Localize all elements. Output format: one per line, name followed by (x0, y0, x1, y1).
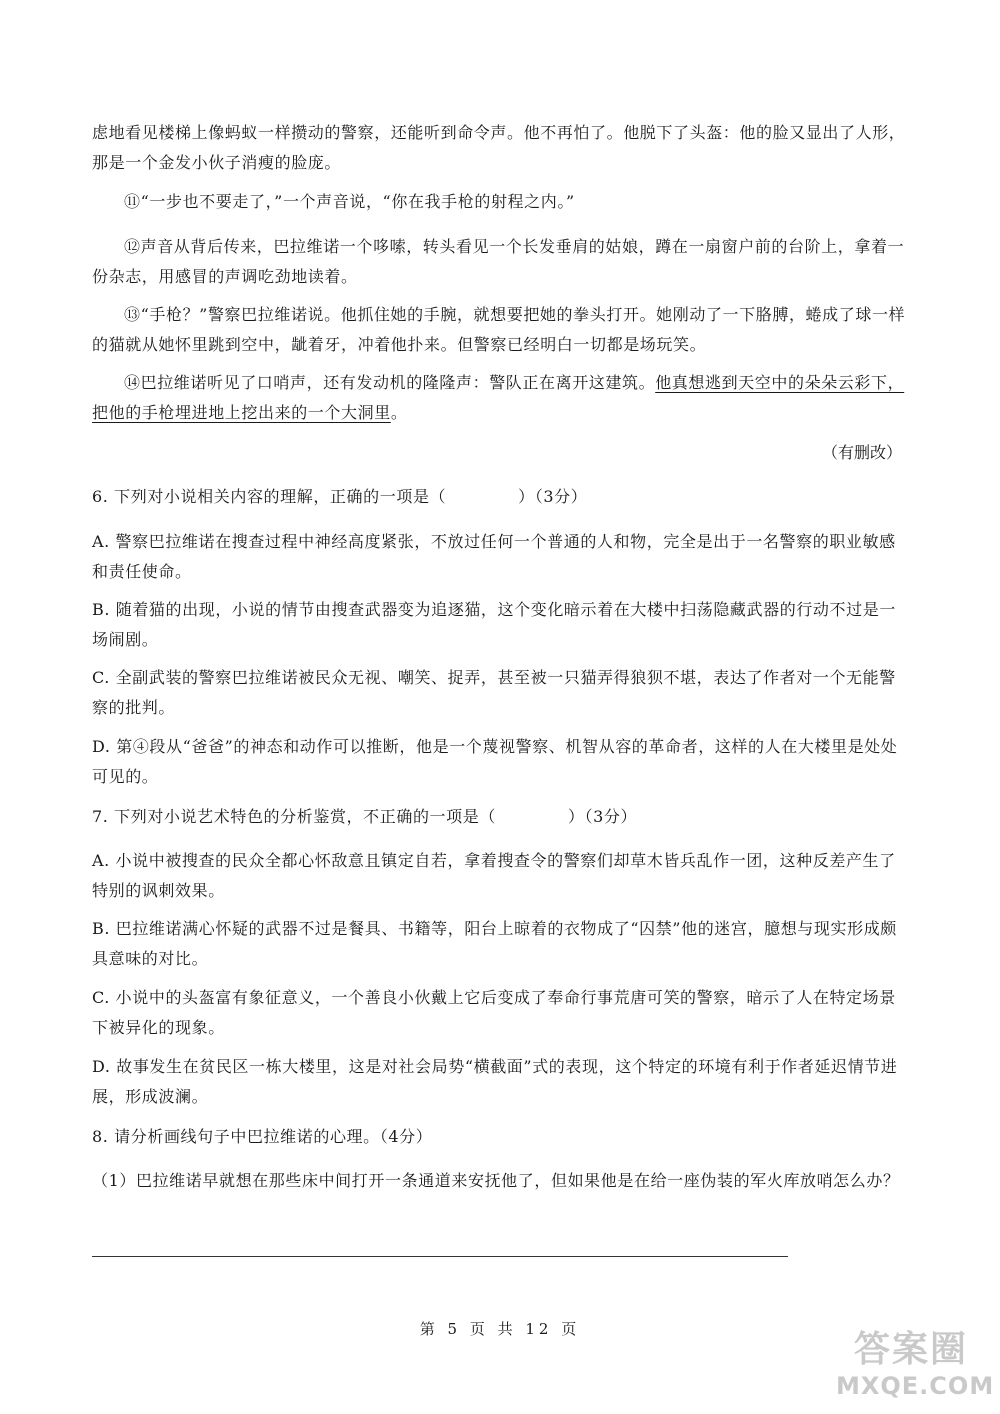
question-6-stem-text: 6. 下列对小说相关内容的理解，正确的一项是（ (92, 487, 447, 506)
passage-paragraph-10-tail: 虑地看见楼梯上像蚂蚁一样攒动的警察，还能听到命令声。他不再怕了。他脱下了头盔：他的脸又显出了人形，那是一个金发小伙子消瘦的脸庞。 (92, 123, 906, 172)
question-6-score: ）（3分） (518, 487, 588, 506)
watermark-logo (836, 1328, 995, 1408)
paragraph-14-end: 。 (390, 403, 408, 422)
question-6-option-b: B. 随着猫的出现，小说的情节由搜查武器变为追逐猫，这个变化暗示着在大楼中扫荡隐藏武器的行动不过是一场闹剧。 (92, 600, 896, 649)
question-8-subquestion-1: （1）巴拉维诺早就想在那些床中间打开一条通道来安抚他了，但如果他是在给一座伪装的军火库放哨怎么办？ (92, 1171, 900, 1190)
question-6-stem (92, 482, 910, 512)
question-7-option-b: B. 巴拉维诺满心怀疑的武器不过是餐具、书籍等，阳台上晾着的衣物成了“囚禁”他的迷宫，臆想与现实形成颇具意味的对比。 (92, 919, 897, 968)
passage-paragraph-12: ⑫声音从背后传来，巴拉维诺一个哆嗦，转头看见一个长发垂肩的姑娘，蹲在一扇窗户前的台阶上，拿着一份杂志，用感冒的声调吃劲地读着。 (92, 237, 905, 286)
paragraph-14-text: ⑭巴拉维诺听见了口哨声，还有发动机的隆隆声：警队正在离开这建筑。 (124, 373, 656, 392)
abridged-note: （有删改） (821, 443, 902, 462)
passage-paragraph-13: ⑬“手枪？”警察巴拉维诺说。他抓住她的手腕，就想要把她的拳头打开。她刚动了一下胳膊，蜷成了球一样的猫就从她怀里跳到空中，龇着牙，冲着他扑来。但警察已经明白一切都是场玩笑。 (92, 305, 906, 354)
watermark-site: MXQE.COM (836, 1372, 995, 1400)
underlined-sentence: 他真想逃到天空中的朵朵云彩下，把他的手枪埋进地上挖出来的一个大洞里 (92, 373, 905, 422)
watermark-logo-text: 答案圈 (853, 1329, 968, 1370)
passage-paragraph-11: ⑪“一步也不要走了，”一个声音说，“你在我手枪的射程之内。” (124, 192, 575, 211)
question-7-option-c: C. 小说中的头盔富有象征意义，一个善良小伙戴上它后变成了奉命行事荒唐可笑的警察，暗示了人在特定场景下被异化的现象。 (92, 988, 896, 1037)
question-7-score: ）（3分） (567, 807, 638, 826)
question-6-option-d: D. 第④段从“爸爸”的神态和动作可以推断，他是一个蔑视警察、机智从容的革命者，这样的人在大楼里是处处可见的。 (92, 737, 898, 786)
question-7-option-d: D. 故事发生在贫民区一栋大楼里，这是对社会局势“横截面”式的表现，这个特定的环境有利于作者延迟情节进展，形成波澜。 (92, 1057, 898, 1106)
question-8-stem: 8. 请分析画线句子中巴拉维诺的心理。（4分） (92, 1127, 433, 1146)
question-7-stem (92, 802, 910, 832)
question-7-option-a: A. 小说中被搜查的民众全都心怀敌意且镇定自若，拿着搜查令的警察们却草木皆兵乱作一团，这种反差产生了特别的讽刺效果。 (92, 851, 896, 900)
question-7-stem-text: 7. 下列对小说艺术特色的分析鉴赏，不正确的一项是（ (92, 807, 496, 826)
question-6-option-c: C. 全副武装的警察巴拉维诺被民众无视、嘲笑、捉弄，甚至被一只猫弄得狼狈不堪，表达了作者对一个无能警察的批判。 (92, 668, 896, 717)
answer-line[interactable] (92, 1256, 788, 1257)
passage-paragraph-14 (92, 368, 910, 428)
question-6-option-a: A. 警察巴拉维诺在搜查过程中神经高度紧张，不放过任何一个普通的人和物，完全是出于一名警察的职业敏感和责任使命。 (92, 532, 896, 581)
page-footer: 第 5 页 共 12 页 (419, 1320, 581, 1338)
